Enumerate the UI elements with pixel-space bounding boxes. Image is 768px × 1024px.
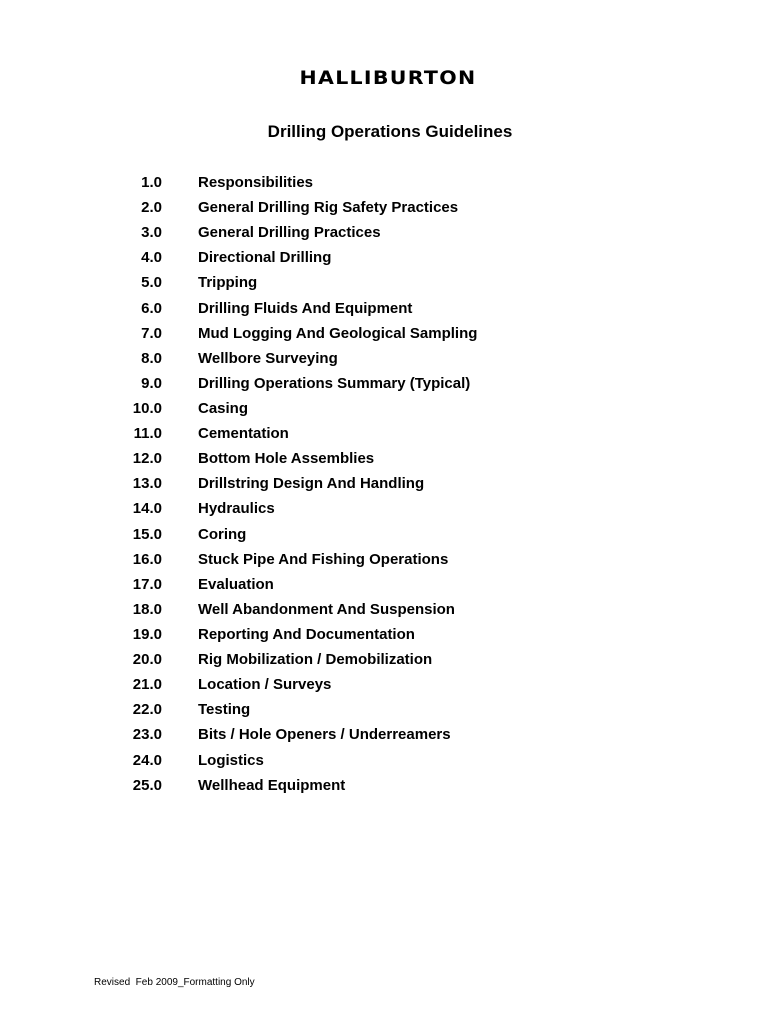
toc-item[interactable] — [0, 550, 768, 575]
toc-item-number: 14.0 — [132, 500, 162, 518]
toc-item-number: 20.0 — [132, 651, 162, 669]
toc-item-number: 10.0 — [132, 399, 162, 417]
toc-item[interactable] — [0, 173, 768, 198]
toc-item-label: Evaluation — [198, 575, 274, 593]
toc-item[interactable] — [0, 223, 768, 248]
toc-item-label: Location / Surveys — [198, 676, 332, 694]
toc-item-number: 15.0 — [132, 525, 162, 543]
toc-item[interactable] — [0, 349, 768, 374]
toc-item-number: 17.0 — [132, 575, 162, 593]
toc-item[interactable] — [0, 625, 768, 650]
toc-item-number: 12.0 — [132, 450, 162, 468]
toc-item[interactable] — [0, 273, 768, 298]
toc-item-label: Coring — [198, 525, 247, 543]
toc-item-label: Bits / Hole Openers / Underreamers — [198, 726, 451, 744]
toc-item-label: General Drilling Rig Safety Practices — [198, 199, 459, 217]
toc-item-number: 5.0 — [141, 274, 162, 292]
toc-item-number: 13.0 — [132, 475, 162, 493]
toc-item-number: 7.0 — [141, 324, 162, 342]
table-of-contents — [0, 173, 768, 801]
toc-item-number: 1.0 — [141, 174, 162, 191]
toc-item-label: Casing — [198, 399, 249, 417]
toc-item-number: 23.0 — [132, 726, 162, 744]
toc-item-number: 4.0 — [141, 249, 162, 267]
toc-item[interactable] — [0, 324, 768, 349]
toc-item-number: 22.0 — [132, 701, 162, 719]
toc-item-label: Drilling Operations Summary (Typical) — [198, 374, 471, 392]
toc-item[interactable] — [0, 374, 768, 399]
toc-item[interactable] — [0, 499, 768, 524]
toc-item-number: 6.0 — [141, 299, 162, 317]
toc-item-number: 11.0 — [133, 425, 162, 443]
toc-item-label: Well Abandonment And Suspension — [198, 600, 455, 618]
toc-item-number: 21.0 — [132, 676, 162, 694]
toc-item[interactable] — [0, 751, 768, 776]
toc-item-number: 19.0 — [132, 625, 162, 643]
toc-item[interactable] — [0, 700, 768, 725]
toc-item[interactable] — [0, 198, 768, 223]
document-title: Drilling Operations Guidelines — [267, 122, 513, 141]
toc-item[interactable] — [0, 650, 768, 675]
toc-item[interactable] — [0, 449, 768, 474]
toc-item-number: 16.0 — [132, 550, 162, 568]
toc-item-label: Stuck Pipe And Fishing Operations — [198, 550, 449, 568]
toc-item-number: 9.0 — [141, 374, 162, 392]
toc-item-label: Testing — [198, 701, 251, 719]
toc-item[interactable] — [0, 474, 768, 499]
toc-item-number: 3.0 — [141, 224, 162, 242]
toc-item-label: Wellhead Equipment — [198, 776, 346, 794]
toc-item-label: Logistics — [198, 751, 264, 769]
toc-item[interactable] — [0, 600, 768, 625]
toc-item-label: General Drilling Practices — [198, 224, 381, 242]
toc-item-label: Directional Drilling — [198, 249, 332, 267]
toc-item[interactable] — [0, 776, 768, 801]
revision-footer: Revised Feb 2009_Formatting Only — [94, 977, 255, 988]
toc-item-label: Tripping — [198, 274, 258, 292]
toc-item-number: 8.0 — [141, 349, 162, 367]
toc-item-number: 2.0 — [141, 199, 162, 217]
toc-item-label: Drilling Fluids And Equipment — [198, 299, 413, 317]
toc-item[interactable] — [0, 299, 768, 324]
toc-item-number: 25.0 — [132, 776, 162, 794]
toc-item[interactable] — [0, 424, 768, 449]
toc-item[interactable] — [0, 575, 768, 600]
toc-item-label: Hydraulics — [198, 500, 275, 518]
toc-item-label: Drillstring Design And Handling — [198, 475, 425, 493]
toc-item[interactable] — [0, 399, 768, 424]
toc-item-label: Wellbore Surveying — [198, 349, 338, 367]
toc-item-label: Cementation — [198, 425, 289, 443]
toc-item-label: Responsibilities — [198, 174, 314, 191]
toc-item-label: Bottom Hole Assemblies — [198, 450, 375, 468]
toc-item-label: Rig Mobilization / Demobilization — [198, 651, 433, 669]
toc-item-label: Mud Logging And Geological Sampling — [198, 324, 478, 342]
toc-item[interactable] — [0, 248, 768, 273]
toc-item[interactable] — [0, 725, 768, 750]
toc-item[interactable] — [0, 525, 768, 550]
toc-item-label: Reporting And Documentation — [198, 625, 415, 643]
toc-item-number: 18.0 — [132, 600, 162, 618]
company-logo: HALLIBURTON — [299, 67, 477, 89]
toc-item[interactable] — [0, 675, 768, 700]
toc-item-number: 24.0 — [132, 751, 162, 769]
